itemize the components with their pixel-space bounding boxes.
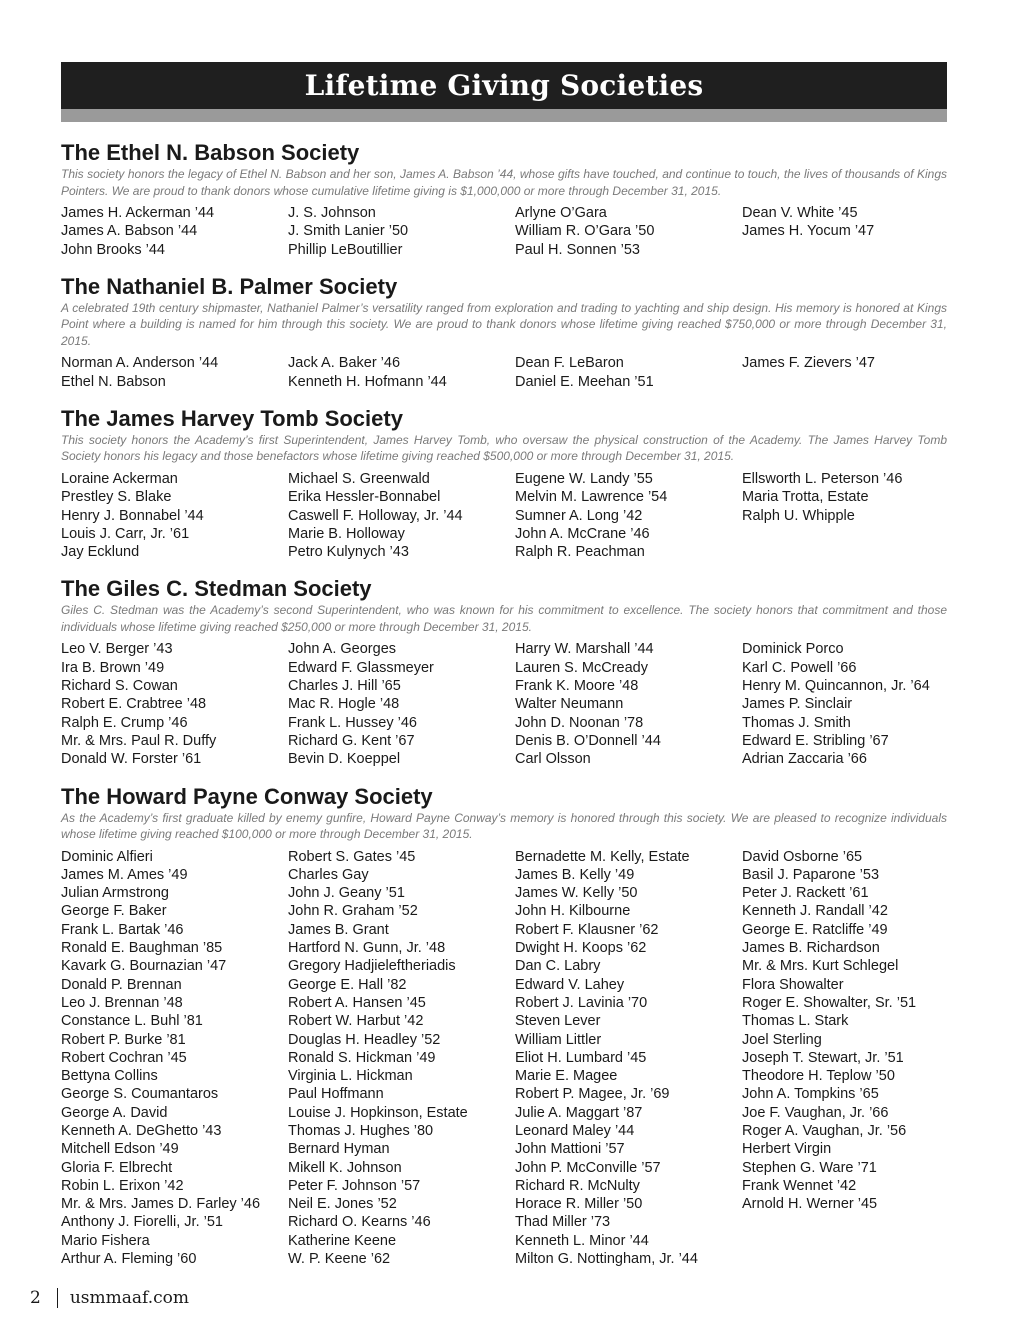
donor-name: John D. Noonan ’78 <box>515 714 644 731</box>
page-title: Lifetime Giving Societies <box>304 69 704 102</box>
donor-name: Ira B. Brown ’49 <box>61 659 165 676</box>
donor-name: Ellsworth L. Peterson ’46 <box>742 470 903 487</box>
donor-column <box>742 204 947 259</box>
donor-name: Constance L. Buhl ’81 <box>61 1013 203 1030</box>
footer-site: usmmaaf.com <box>69 1288 189 1308</box>
donor-column <box>515 848 742 1269</box>
donor-name: Louis J. Carr, Jr. ’61 <box>61 525 190 542</box>
donor-column <box>61 354 288 391</box>
donor-name: George E. Hall ’82 <box>288 976 407 993</box>
donor-name: Charles J. Hill ’65 <box>288 678 401 695</box>
donor-name: Frank L. Hussey ’46 <box>288 714 417 731</box>
donor-name: Charles Gay <box>288 866 369 883</box>
donor-name: Phillip LeBoutillier <box>288 241 403 258</box>
donor-name: Ethel N. Babson <box>61 373 166 390</box>
society-description: Giles C. Stedman was the Academy’s second Superintendent, who was known for his commitment to excellence. The society honors that commitment and those individuals whose lifetime giving reached $250,000 or more through December 31, 2015. <box>61 603 947 634</box>
donor-column <box>288 470 515 561</box>
donor-name: Arlyne O’Gara <box>515 205 607 221</box>
donor-name: Carl Olsson <box>515 751 591 768</box>
donor-names-grid <box>61 848 947 1269</box>
donor-name: James F. Zievers ’47 <box>742 355 875 372</box>
donor-column <box>742 470 947 561</box>
donor-column <box>288 354 515 391</box>
donor-name: Eliot H. Lumbard ’45 <box>515 1049 647 1066</box>
donor-name: Arnold H. Werner ’45 <box>742 1196 878 1213</box>
donor-name: James B. Grant <box>288 921 389 938</box>
donor-name: Jay Ecklund <box>61 544 140 561</box>
donor-name: James A. Babson ’44 <box>61 223 198 240</box>
donor-name: Henry J. Bonnabel ’44 <box>61 507 204 524</box>
donor-name: Maria Trotta, Estate <box>742 489 869 506</box>
donor-name: Mr. & Mrs. James D. Farley ’46 <box>61 1196 261 1213</box>
donor-name: Katherine Keene <box>288 1232 397 1249</box>
donor-name: Anthony J. Fiorelli, Jr. ’51 <box>61 1214 223 1231</box>
donor-name: Walter Neumann <box>515 696 624 713</box>
donor-name: Frank Wennet ’42 <box>742 1177 857 1194</box>
title-banner-underbar <box>61 109 947 122</box>
donor-name: Joseph T. Stewart, Jr. ’51 <box>742 1049 904 1066</box>
donor-name: John P. McConville ’57 <box>515 1159 661 1176</box>
donor-name: Leonard Maley ’44 <box>515 1123 635 1139</box>
donor-name: Robert E. Crabtree ’48 <box>61 696 207 713</box>
donor-name: Horace R. Miller ’50 <box>515 1196 643 1213</box>
donor-name: Ralph E. Crump ’46 <box>61 714 188 731</box>
donor-name: Roger E. Showalter, Sr. ’51 <box>742 994 917 1011</box>
donor-name: Leo V. Berger ’43 <box>61 641 173 658</box>
donor-name: Richard R. McNulty <box>515 1177 640 1194</box>
donor-name: James B. Kelly ’49 <box>515 866 635 883</box>
donor-name: Robert Cochran ’45 <box>61 1049 187 1066</box>
society-section <box>61 140 947 259</box>
donor-name: George A. David <box>61 1104 168 1121</box>
donor-column <box>288 848 515 1269</box>
title-banner <box>61 62 947 109</box>
donor-column <box>742 354 947 391</box>
donor-column <box>61 848 288 1269</box>
donor-names-grid <box>61 354 947 391</box>
donor-name: J. Smith Lanier ’50 <box>288 223 409 240</box>
donor-name: Leo J. Brennan ’48 <box>61 994 183 1011</box>
donor-name: Bernadette M. Kelly, Estate <box>515 848 690 865</box>
donor-name: Jack A. Baker ’46 <box>288 355 401 372</box>
donor-column <box>515 470 742 561</box>
donor-name: Mac R. Hogle ’48 <box>288 696 400 713</box>
donor-name: Marie E. Magee <box>515 1068 618 1085</box>
society-title: The James Harvey Tomb Society <box>61 405 403 431</box>
donor-name: George S. Coumantaros <box>61 1086 219 1103</box>
society-section <box>61 784 947 1269</box>
donor-name: Robin L. Erixon ’42 <box>61 1177 184 1194</box>
donor-name: John J. Geany ’51 <box>288 885 405 902</box>
donor-name: Robert F. Klausner ’62 <box>515 921 659 938</box>
donor-column <box>742 640 947 768</box>
donor-name: George F. Baker <box>61 903 167 920</box>
donor-name: Bettyna Collins <box>61 1068 158 1085</box>
donor-names-grid <box>61 204 947 259</box>
donor-name: Erika Hessler-Bonnabel <box>288 489 441 506</box>
donor-name: Robert P. Burke ’81 <box>61 1031 186 1048</box>
donor-name: Flora Showalter <box>742 976 844 993</box>
society-title: The Ethel N. Babson Society <box>61 140 360 165</box>
donor-name: Petro Kulynych ’43 <box>288 544 409 561</box>
donor-name: Edward F. Glassmeyer <box>288 659 434 676</box>
donor-name: George E. Ratcliffe ’49 <box>742 921 888 938</box>
society-description: A celebrated 19th century shipmaster, Nathaniel Palmer’s versatility ranged from exploration and trading to yachting and ship design. His memory is honored at Kings Point where a building is named for him through this society. We are proud to thank donors whose lifetime giving reached $750,000 or more through December 31, 2015. <box>61 300 947 348</box>
society-section <box>61 274 947 391</box>
donor-name: Denis B. O’Donnell ’44 <box>515 732 661 749</box>
donor-column <box>61 204 288 259</box>
donor-name: Sumner A. Long ’42 <box>515 507 643 524</box>
donor-name: Gloria F. Elbrecht <box>61 1159 173 1176</box>
donor-name: James P. Sinclair <box>742 696 853 713</box>
donor-name: Harry W. Marshall ’44 <box>515 641 654 658</box>
donor-name: Dwight H. Koops ’62 <box>515 940 647 957</box>
donor-name: Peter F. Johnson ’57 <box>288 1177 421 1194</box>
donor-name: Gregory Hadjieleftheriadis <box>288 958 456 975</box>
donor-name: Edward V. Lahey <box>515 976 625 993</box>
donor-name: Thad Miller ’73 <box>515 1214 611 1231</box>
donor-name: Richard G. Kent ’67 <box>288 732 415 749</box>
donor-name: Edward E. Stribling ’67 <box>742 732 889 749</box>
donor-name: James W. Kelly ’50 <box>515 885 638 902</box>
donor-name: Melvin M. Lawrence ’54 <box>515 489 668 506</box>
donor-name: Kenneth J. Randall ’42 <box>742 903 888 920</box>
donor-name: James M. Ames ’49 <box>61 866 188 883</box>
donor-name: Donald P. Brennan <box>61 976 182 993</box>
donor-name: Milton G. Nottingham, Jr. ’44 <box>515 1251 698 1268</box>
donor-name: Caswell F. Holloway, Jr. ’44 <box>288 507 463 524</box>
donor-name: Loraine Ackerman <box>61 470 178 487</box>
footer-divider <box>57 1288 58 1308</box>
donor-name: Neil E. Jones ’52 <box>288 1196 397 1213</box>
donor-name: Dominick Porco <box>742 641 844 658</box>
donor-name: Bernard Hyman <box>288 1141 390 1158</box>
donor-name: Ronald E. Baughman ’85 <box>61 940 223 957</box>
donor-name: Robert P. Magee, Jr. ’69 <box>515 1086 670 1103</box>
donor-name: James H. Yocum ’47 <box>742 223 875 240</box>
donor-name: William Littler <box>515 1031 602 1048</box>
society-section <box>61 576 947 768</box>
donor-name: Robert J. Lavinia ’70 <box>515 994 648 1011</box>
donor-name: Basil J. Paparone ’53 <box>742 866 880 883</box>
donor-name: Herbert Virgin <box>742 1141 832 1158</box>
donor-name: Peter J. Rackett ’61 <box>742 885 869 902</box>
society-description: This society honors the legacy of Ethel N. Babson and her son, James A. Babson ’44, whose gifts have touched, and continue to touch, the lives of thousands of Kings Pointers. We are proud to thank donors whose cumulative lifetime giving is $1,000,000 or more through December 31, 2015. <box>61 167 947 198</box>
donor-name: John A. McCrane ’46 <box>515 525 650 542</box>
donor-name: Ralph U. Whipple <box>742 507 855 524</box>
donor-name: James B. Richardson <box>742 940 880 957</box>
donor-name: John A. Georges <box>288 641 397 658</box>
donor-name: Theodore H. Teplow ’50 <box>742 1068 895 1085</box>
donor-name: William R. O’Gara ’50 <box>515 223 655 240</box>
donor-name: James H. Ackerman ’44 <box>61 205 215 221</box>
donor-column <box>288 204 515 259</box>
societies-list <box>61 140 947 1283</box>
donor-name: Prestley S. Blake <box>61 489 172 506</box>
donor-name: John H. Kilbourne <box>515 903 631 920</box>
donor-names-grid <box>61 470 947 561</box>
donor-name: Bevin D. Koeppel <box>288 751 401 768</box>
donor-name: Robert W. Harbut ’42 <box>288 1013 424 1030</box>
donor-name: Dominic Alfieri <box>61 848 153 865</box>
donor-name: Mr. & Mrs. Paul R. Duffy <box>61 732 217 749</box>
donor-name: Louise J. Hopkinson, Estate <box>288 1104 468 1121</box>
donor-name: Adrian Zaccaria ’66 <box>742 751 867 768</box>
donor-name: Donald W. Forster ’61 <box>61 751 202 768</box>
donor-name: Kenneth A. DeGhetto ’43 <box>61 1123 222 1139</box>
donor-column <box>742 848 947 1269</box>
donor-name: Michael S. Greenwald <box>288 470 430 487</box>
donor-name: Joe F. Vaughan, Jr. ’66 <box>742 1104 889 1121</box>
donor-name: Arthur A. Fleming ’60 <box>61 1251 197 1268</box>
donor-name: Kenneth L. Minor ’44 <box>515 1232 649 1249</box>
donor-name: David Osborne ’65 <box>742 848 863 865</box>
donor-name: Stephen G. Ware ’71 <box>742 1159 877 1176</box>
donor-name: Robert S. Gates ’45 <box>288 848 416 865</box>
donor-name: Dan C. Labry <box>515 958 601 975</box>
society-title: The Howard Payne Conway Society <box>61 783 433 809</box>
donor-name: Marie B. Holloway <box>288 525 405 542</box>
donor-column <box>288 640 515 768</box>
society-description: This society honors the Academy’s first Superintendent, James Harvey Tomb, who oversaw the physical construction of the Academy. The James Harvey Tomb Society honors his legacy and those benefactors whose lifetime giving reached $500,000 or more through December 31, 2015. <box>61 432 947 464</box>
donor-name: Frank K. Moore ’48 <box>515 678 639 695</box>
donor-name: J. S. Johnson <box>288 205 376 221</box>
donor-name: Karl C. Powell ’66 <box>742 659 857 676</box>
donor-name: Paul H. Sonnen ’53 <box>515 241 640 258</box>
donor-name: Thomas L. Stark <box>742 1013 849 1030</box>
donor-name: Thomas J. Hughes ’80 <box>288 1123 434 1139</box>
donor-name: Lauren S. McCready <box>515 659 648 676</box>
donor-name: Henry M. Quincannon, Jr. ’64 <box>742 678 930 695</box>
donor-name: Joel Sterling <box>742 1031 822 1048</box>
page-number: 2 <box>30 1288 41 1308</box>
donor-column <box>61 640 288 768</box>
donor-name: Paul Hoffmann <box>288 1086 384 1103</box>
donor-name: Norman A. Anderson ’44 <box>61 355 219 372</box>
donor-name: Thomas J. Smith <box>742 714 851 731</box>
donor-column <box>61 470 288 561</box>
donor-name: Mitchell Edson ’49 <box>61 1141 179 1158</box>
donor-name: Douglas H. Headley ’52 <box>288 1031 441 1048</box>
donor-names-grid <box>61 640 947 768</box>
donor-name: Richard S. Cowan <box>61 678 178 695</box>
donor-name: Frank L. Bartak ’46 <box>61 921 184 938</box>
donor-name: Dean V. White ’45 <box>742 205 858 221</box>
donor-name: Dean F. LeBaron <box>515 355 624 372</box>
donor-name: Roger A. Vaughan, Jr. ’56 <box>742 1123 907 1139</box>
donor-column <box>515 640 742 768</box>
donor-name: Virginia L. Hickman <box>288 1068 413 1085</box>
donor-name: Richard O. Kearns ’46 <box>288 1214 431 1231</box>
donor-name: Eugene W. Landy ’55 <box>515 470 653 487</box>
donor-name: Robert A. Hansen ’45 <box>288 994 426 1011</box>
donor-name: Hartford N. Gunn, Jr. ’48 <box>288 940 446 957</box>
page-footer <box>30 1288 189 1308</box>
donor-name: John Brooks ’44 <box>61 241 165 258</box>
donor-name: Daniel E. Meehan ’51 <box>515 373 654 390</box>
donor-name: Steven Lever <box>515 1013 601 1030</box>
donor-column <box>515 204 742 259</box>
society-title: The Nathaniel B. Palmer Society <box>61 273 398 299</box>
donor-name: W. P. Keene ’62 <box>288 1251 391 1268</box>
donor-name: John A. Tompkins ’65 <box>742 1086 879 1103</box>
donor-name: Mario Fishera <box>61 1232 150 1249</box>
donor-name: John R. Graham ’52 <box>288 903 418 920</box>
donor-name: Kenneth H. Hofmann ’44 <box>288 373 447 390</box>
donor-name: Ralph R. Peachman <box>515 544 645 561</box>
society-title: The Giles C. Stedman Society <box>61 576 372 602</box>
donor-column <box>515 354 742 391</box>
donor-name: Julie A. Maggart ’87 <box>515 1104 643 1121</box>
donor-name: Ronald S. Hickman ’49 <box>288 1049 436 1066</box>
donor-name: Julian Armstrong <box>61 885 169 902</box>
donor-name: John Mattioni ’57 <box>515 1141 625 1158</box>
donor-name: Kavark G. Bournazian ’47 <box>61 958 227 975</box>
society-section <box>61 406 947 561</box>
society-description: As the Academy’s first graduate killed by enemy gunfire, Howard Payne Conway’s memory is honored through this society. We are pleased to recognize individuals whose lifetime giving reached $100,000 or more through December 31, 2015. <box>61 810 947 842</box>
donor-name: Mr. & Mrs. Kurt Schlegel <box>742 958 899 975</box>
donor-name: Mikell K. Johnson <box>288 1159 402 1176</box>
